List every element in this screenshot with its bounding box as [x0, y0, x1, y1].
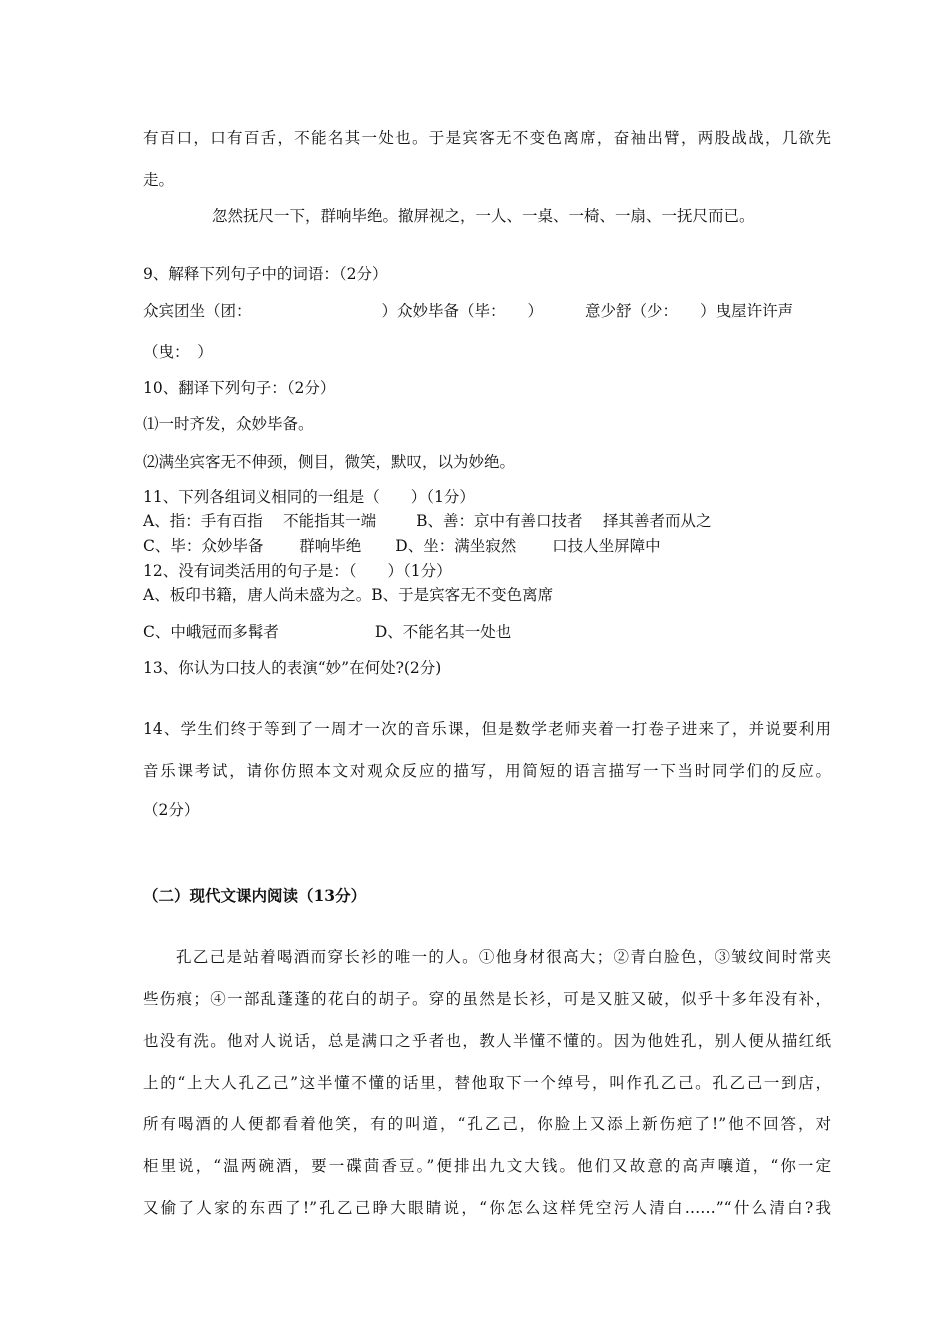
passage-line-3: 忽然抚尺一下，群响毕绝。撤屏视之，一人、一桌、一椅、一扇、一抚尺而已。: [212, 207, 755, 225]
q12-option-c: C、中峨冠而多髯者: [143, 623, 279, 641]
passage-line-2: 走。: [143, 171, 175, 189]
question-11-options-ab: [143, 511, 711, 531]
question-12-options-cd: [143, 622, 511, 642]
q11-option-a: A、指：手有百指 不能指其一端: [143, 512, 377, 530]
q11-option-b: B、善：京中有善口技者 择其善者而从之: [416, 512, 712, 530]
question-9-items: [143, 301, 793, 321]
reading-paragraph-line-7: 又偷了人家的东西了!”孔乙己睁大眼睛说，“你怎么这样凭空污人清白……”“什么清白?我: [143, 1199, 831, 1217]
q9-item-tuan: 众宾团坐（团：: [143, 302, 252, 320]
question-9-item-ye-answer: （曳： ）: [143, 343, 213, 361]
question-13-stem: 13、你认为口技人的表演“妙”在何处?(2分): [143, 659, 442, 677]
question-10-stem: 10、翻译下列句子：（2分）: [143, 379, 336, 397]
question-11-options-cd: [143, 536, 661, 556]
question-9-stem: 9、解释下列句子中的词语：（2分）: [143, 265, 388, 283]
reading-paragraph-line-3: 也没有洗。他对人说话，总是满口之乎者也，教人半懂不懂的。因为他姓孔，别人便从描红纸: [143, 1032, 831, 1050]
question-10-sentence-2: ⑵满坐宾客无不伸颈，侧目，微笑，默叹，以为妙绝。: [143, 453, 516, 471]
q12-option-d: D、不能名其一处也: [374, 623, 512, 641]
q9-item-shao: 意少舒（少：: [585, 302, 679, 320]
question-14-line-1: 14、学生们终于等到了一周才一次的音乐课，但是数学老师夹着一打卷子进来了，并说要利用: [143, 720, 831, 738]
q11-option-d: D、坐：满坐寂然 口技人坐屏障中: [395, 537, 661, 555]
passage-line-1: 有百口，口有百舌，不能名其一处也。于是宾客无不变色离席，奋袖出臂，两股战战，几欲先: [143, 129, 831, 147]
reading-paragraph-line-5: 所有喝酒的人便都看着他笑，有的叫道，“孔乙己，你脸上又添上新伤疤了!”他不回答，对: [143, 1115, 831, 1133]
question-11-stem: 11、下列各组词义相同的一组是（ ）（1分）: [143, 488, 475, 506]
q9-item-bi-close: ）: [527, 302, 544, 320]
q11-option-c: C、毕：众妙毕备 群响毕绝: [143, 537, 362, 555]
section-2-heading: （二）现代文课内阅读（13分）: [143, 886, 367, 905]
reading-paragraph-line-2: 些伤痕；④一部乱蓬蓬的花白的胡子。穿的虽然是长衫，可是又脏又破，似乎十多年没有补，: [143, 990, 831, 1008]
reading-paragraph-line-4: 上的“上大人孔乙己”这半懂不懂的话里，替他取下一个绰号，叫作孔乙己。孔乙己一到店，: [143, 1074, 831, 1092]
question-14-line-3: （2分）: [143, 801, 200, 819]
reading-paragraph-line-1: 孔乙己是站着喝酒而穿长衫的唯一的人。①他身材很高大；②青白脸色，③皱纹间时常夹: [176, 948, 831, 966]
question-12-stem: 12、没有词类活用的句子是：（ ）（1分）: [143, 562, 452, 580]
q9-item-ye: ）曳屋许许声: [700, 302, 794, 320]
question-14-line-2: 音乐课考试，请你仿照本文对观众反应的描写，用简短的语言描写一下当时同学们的反应。: [143, 762, 831, 780]
q9-item-bi: ）众妙毕备（毕：: [381, 302, 506, 320]
question-10-sentence-1: ⑴一时齐发，众妙毕备。: [143, 415, 314, 433]
question-12-options-ab: A、板印书籍，唐人尚未盛为之。B、于是宾客无不变色离席: [143, 586, 554, 604]
reading-paragraph-line-6: 柜里说，“温两碗酒，要一碟茴香豆。”便排出九文大钱。他们又故意的高声嚷道，“你一定: [143, 1157, 831, 1175]
